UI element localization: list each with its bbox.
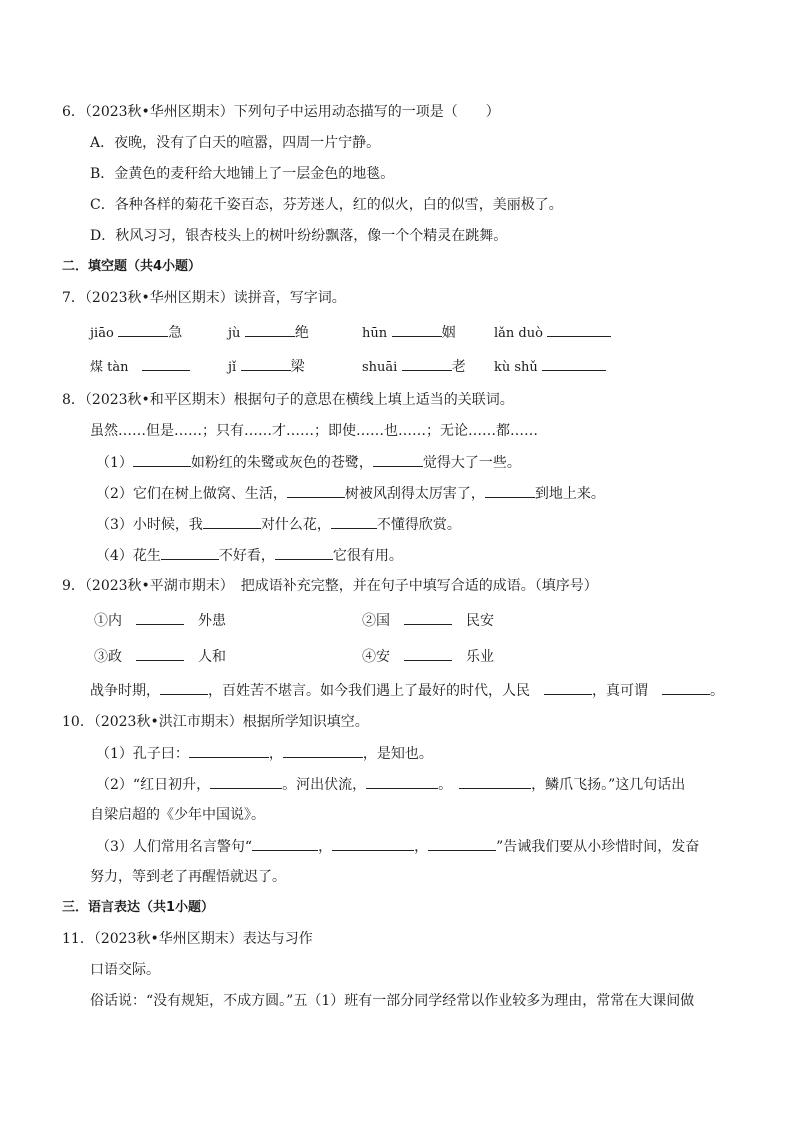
- fill-item-1: （1） 如粉红的朱鹭或灰色的苍鹭， 觉得大了一些。: [96, 455, 521, 471]
- option-d: D．秋风习习，银杏枝头上的树叶纷纷飘落，像一个个精灵在跳舞。: [90, 228, 508, 244]
- idiom-sentence: 战争时期， ，百姓苦不堪言。如今我们遇上了最好的时代，人民 ，真可谓 。: [90, 683, 724, 699]
- idiom-item: ①内 外患: [94, 613, 226, 629]
- question-11-stem: 11．（2023秋•华州区期末）表达与习作: [62, 931, 313, 947]
- pinyin-item: kù shǔ: [494, 357, 606, 377]
- question-10-stem: 10．（2023秋•洪江市期末）根据所学知识填空。: [62, 714, 369, 730]
- fill-item-3: （3）小时候，我 对什么花， 不懂得欣赏。: [96, 517, 461, 533]
- question-6-stem: 6．（2023秋•华州区期末）下列句子中运用动态描写的一项是（ ）: [62, 104, 500, 120]
- pinyin-item: jiāo 急: [90, 325, 183, 341]
- fill-item-4: （4）花生 不好看， 它很有用。: [96, 548, 403, 564]
- section-3-title: 三．语言表达（共1小题）: [62, 900, 215, 915]
- pinyin-item: jù 绝: [228, 325, 309, 341]
- idiom-item: ④安 乐业: [362, 649, 494, 665]
- paragraph-line: 口语交际。: [90, 962, 160, 978]
- option-b: B．金黄色的麦秆给大地铺上了一层金色的地毯。: [90, 166, 395, 182]
- section-2-title: 二．填空题（共4小题）: [62, 259, 202, 274]
- pinyin-item: lǎn duò: [494, 323, 611, 343]
- fill-item-1: （1）孔子曰： ， ，是知也。: [96, 746, 433, 762]
- idiom-item: ②国 民安: [362, 613, 494, 629]
- fill-item-2: （2）“红日初升， 。河出伏流， 。 ，鳞爪飞扬。”这几句话出: [96, 777, 686, 793]
- pinyin-item: shuāi 老: [362, 359, 466, 375]
- fill-item-3-cont: 努力，等到老了再醒悟就迟了。: [90, 869, 286, 885]
- conjunction-list: 虽然……但是……；只有……才……；即使……也……；无论……都……: [90, 423, 538, 439]
- fill-item-2: （2）它们在树上做窝、生活， 树被风刮得太厉害了， 到地上来。: [96, 486, 605, 502]
- fill-item-2-cont: 自梁启超的《少年中国说》。: [90, 807, 265, 823]
- pinyin-item: hūn 姻: [362, 325, 456, 341]
- pinyin-item: 煤 tàn: [90, 357, 190, 377]
- idiom-item: ③政 人和: [94, 649, 226, 665]
- question-8-stem: 8．（2023秋•和平区期末）根据句子的意思在横线上填上适当的关联词。: [62, 392, 514, 408]
- option-c: C．各种各样的菊花千姿百态，芬芳迷人，红的似火，白的似雪，美丽极了。: [90, 197, 563, 213]
- option-a: A．夜晚，没有了白天的喧嚣，四周一片宁静。: [90, 135, 381, 151]
- pinyin-item: jǐ 梁: [228, 359, 305, 375]
- question-9-stem: 9．（2023秋•平湖市期末） 把成语补充完整，并在句子中填写合适的成语。（填序号）: [62, 578, 598, 594]
- paragraph-line: 俗话说：“没有规矩，不成方圆。”五（1）班有一部分同学经常以作业较多为理由，常常在大课间做: [90, 993, 695, 1009]
- question-7-stem: 7．（2023秋•华州区期末）读拼音，写字词。: [62, 290, 346, 306]
- fill-item-3: （3）人们常用名言警句“ ， ， ”告诫我们要从小珍惜时间，发奋: [96, 839, 700, 855]
